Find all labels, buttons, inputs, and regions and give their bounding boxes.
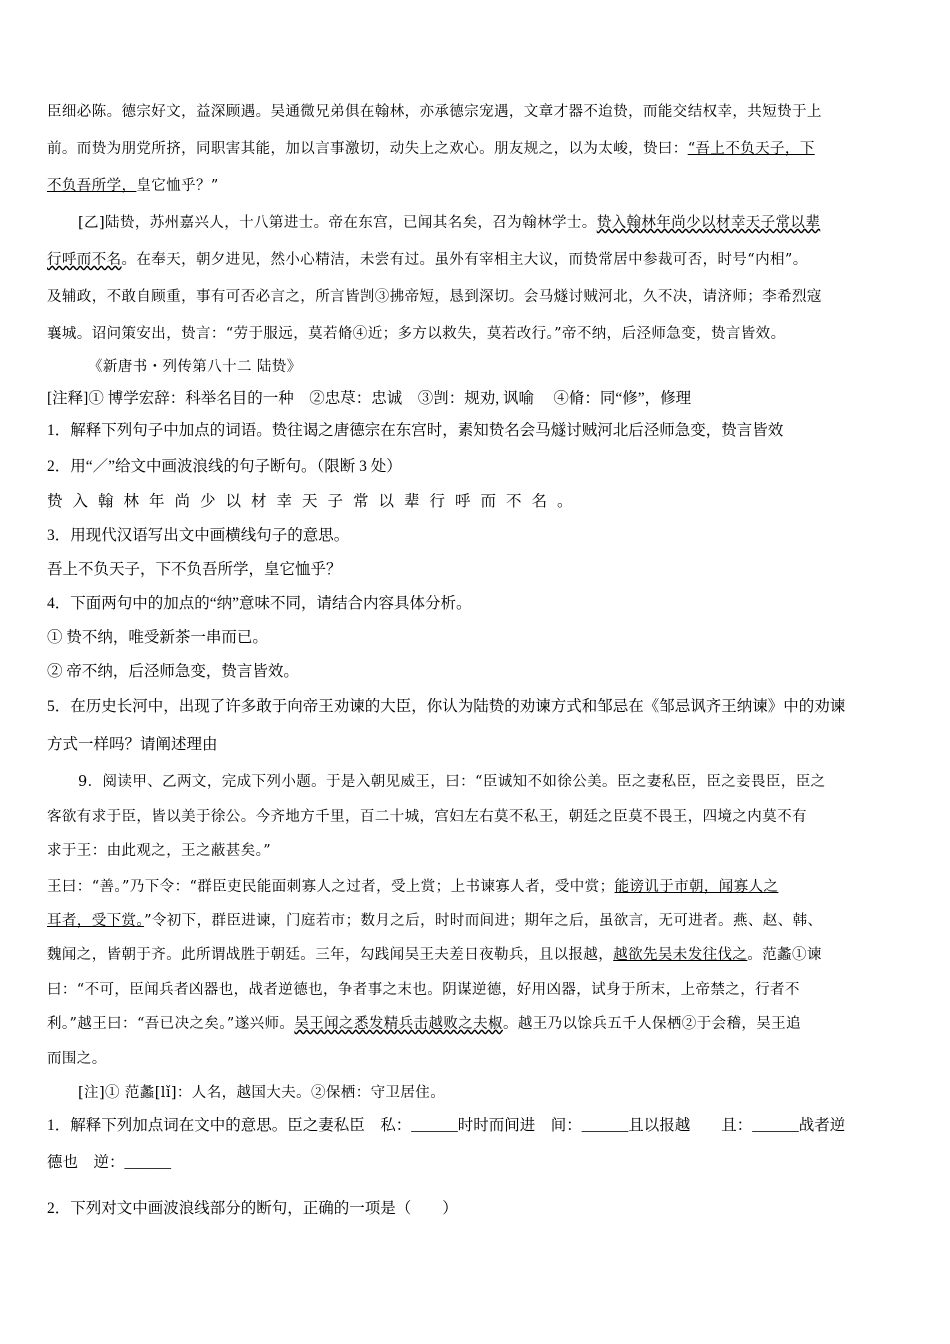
question-4-a — [47, 623, 907, 653]
q9-line-2 — [47, 802, 907, 832]
text-span: 4．下面两句中的加点的“纳”意味不同，请结合内容具体分析。 — [47, 595, 472, 612]
q9-subquestion-1-line-1 — [47, 1111, 907, 1141]
q9-line-5 — [47, 906, 907, 936]
passage-a-line-3 — [47, 171, 907, 201]
text-span: 。范蠡①谏 — [747, 947, 822, 963]
text-span: 皇它恤乎？” — [136, 178, 219, 194]
passage-a-line-1 — [47, 97, 907, 127]
text-span: 利。”越王曰：“吾已决之矣。”遂兴师。 — [47, 1016, 295, 1032]
text-span: 《新唐书・列传第八十二 陆贽》 — [88, 359, 302, 375]
question-4 — [47, 589, 907, 619]
passage-b-line-4 — [47, 319, 907, 349]
question-2 — [47, 452, 907, 482]
question-2-sentence — [47, 487, 907, 517]
passage-b-line-3 — [47, 282, 907, 312]
text-span: 曰：“不可，臣闻兵者凶器也，战者逆德也，争者事之末也。阴谋逆德，好用凶器，试身于所末，上帝禁之，行者不 — [47, 982, 800, 998]
text-span: 而围之。 — [47, 1051, 107, 1067]
wavy-sentence: 吴王闻之悉发精兵击越败之夫椒 — [294, 1016, 503, 1032]
text-span: 2．用“／”给文中画波浪线的句子断句。（限断 3 处） — [47, 458, 402, 475]
question-5-line-2 — [47, 730, 907, 760]
underlined-sentence: 不负吾所学， — [47, 178, 137, 194]
question-3 — [47, 521, 907, 551]
text-span: 客欲有求于臣，皆以美于徐公。今齐地方千里，百二十城，宫妇左右莫不私王，朝廷之臣莫不畏王，四境之内莫不有 — [47, 809, 807, 825]
text-span: 德也 逆：______ — [47, 1154, 172, 1171]
text-span: 9．阅读甲、乙两文，完成下列小题。于是入朝见威王，曰：“臣诚知不如徐公美。臣之妻私臣，臣之妾畏臣，臣之 — [78, 774, 826, 790]
text-span: 襄城。诏问策安出，贽言：“劳于服远，莫若脩④近；多方以救失，莫若改行。”帝不纳，后泾师急变，贽言皆效。 — [47, 326, 786, 342]
q9-line-4 — [47, 872, 907, 902]
text-span: 求于王：由此观之，王之蔽甚矣。” — [47, 843, 272, 859]
q9-line-9 — [47, 1044, 907, 1074]
text-span: 方式一样吗？请阐述理由 — [47, 736, 218, 753]
text-span: ① 贽不纳，唯受新茶一串而已。 — [47, 629, 268, 646]
underlined-sentence: 能谤讥于市朝，闻寡人之 — [614, 879, 779, 895]
text-span: 吾上不负天子，下不负吾所学，皇它恤乎？ — [47, 561, 342, 578]
text-span: 。越王乃以馀兵五千人保栖②于会稽，吴王追 — [502, 1016, 801, 1032]
passage-b-line-1 — [78, 208, 908, 238]
q9-line-6 — [47, 940, 907, 970]
q9-line-8 — [47, 1009, 907, 1039]
passage-b-source — [88, 352, 908, 382]
underlined-sentence: 越欲先吴未发往伐之 — [613, 947, 748, 963]
text-span: [注释]① 博学宏辞：科举名目的一种 ②忠荩：忠诚 ③剀：规劝, 讽喻 ④脩：同“修”，修理 — [47, 390, 692, 407]
text-span: ”令初下，群臣进谏，门庭若市；数月之后，时时而间进；期年之后，虽欲言，无可进者。燕、赵、韩、 — [144, 913, 823, 929]
text-span: 前。而贽为朋党所挤，同职害其能，加以言事激切，动失上之欢心。朋友规之，以为太峻，贽曰： — [47, 141, 688, 157]
text-span: [乙]陆贽，苏州嘉兴人，十八第进士。帝在东宫，已闻其名矣，召为翰林学士。 — [78, 215, 597, 231]
text-span: 魏闻之，皆朝于齐。此所谓战胜于朝廷。三年，勾践闻吴王夫差日夜勒兵，且以报越， — [47, 947, 614, 963]
text-span: 5．在历史长河中，出现了许多敢于向帝王劝谏的大臣，你认为陆贽的劝谏方式和邹忌在《邹忌讽齐王纳谏》中的劝谏 — [47, 698, 846, 715]
text-span: 及辅政，不敢自顾重，事有可否必言之，所言皆剀③拂帝短，恳到深切。会马燧讨贼河北，久不决，请济师；李希烈寇 — [47, 289, 822, 305]
question-3-sentence — [47, 555, 907, 585]
underlined-sentence: 耳者，受下赏。 — [47, 913, 145, 929]
question-1 — [47, 416, 907, 446]
q9-subquestion-1-line-2 — [47, 1148, 907, 1178]
question-5-line-1 — [47, 692, 907, 722]
text-span: 臣细必陈。德宗好文，益深顾遇。吴通微兄弟俱在翰林，亦承德宗宠遇，文章才器不迨贽，而能交结权幸，共短贽于上 — [47, 104, 822, 120]
q9-line-1 — [78, 767, 908, 797]
passage-b-line-2 — [47, 245, 907, 275]
text-span: 贽入翰林年尚少以材幸天子常以辈行呼而不名。 — [47, 493, 583, 510]
q9-line-7 — [47, 975, 907, 1005]
text-span: 1．解释下列加点词在文中的意思。臣之妻私臣 私：______时时而间进 间：______且以报越 且：______战者逆 — [47, 1117, 846, 1134]
text-span: 。在奉天，朝夕进见，然小心精洁，未尝有过。虽外有宰相主大议，而贽常居中参裁可否，时号“内相”。 — [121, 252, 808, 268]
q9-line-3 — [47, 836, 907, 866]
wavy-sentence: 行呼而不名 — [47, 252, 122, 268]
underlined-sentence: “吾上不负天子，下 — [687, 141, 815, 157]
text-span: 3．用现代汉语写出文中画横线句子的意思。 — [47, 527, 350, 544]
text-span: 王曰：“善。”乃下令：“群臣吏民能面刺寡人之过者，受上赏；上书谏寡人者，受中赏； — [47, 879, 615, 895]
q9-subquestion-2 — [47, 1194, 907, 1224]
wavy-sentence: 贽入翰林年尚少以材幸天子常以辈 — [596, 215, 821, 231]
notes — [47, 384, 907, 414]
q9-note — [78, 1078, 908, 1108]
text-span: 1．解释下列句子中加点的词语。贽往谒之唐德宗在东宫时，素知贽名会马燧讨贼河北后泾师急变，贽言皆效 — [47, 422, 784, 439]
passage-a-line-2 — [47, 134, 907, 164]
text-span: ② 帝不纳，后泾师急变，贽言皆效。 — [47, 663, 299, 680]
question-4-b — [47, 657, 907, 687]
text-span: [注]① 范蠡[lǐ]：人名，越国大夫。②保栖：守卫居住。 — [78, 1085, 446, 1101]
text-span: 2．下列对文中画波浪线部分的断句，正确的一项是（ ） — [47, 1200, 458, 1217]
